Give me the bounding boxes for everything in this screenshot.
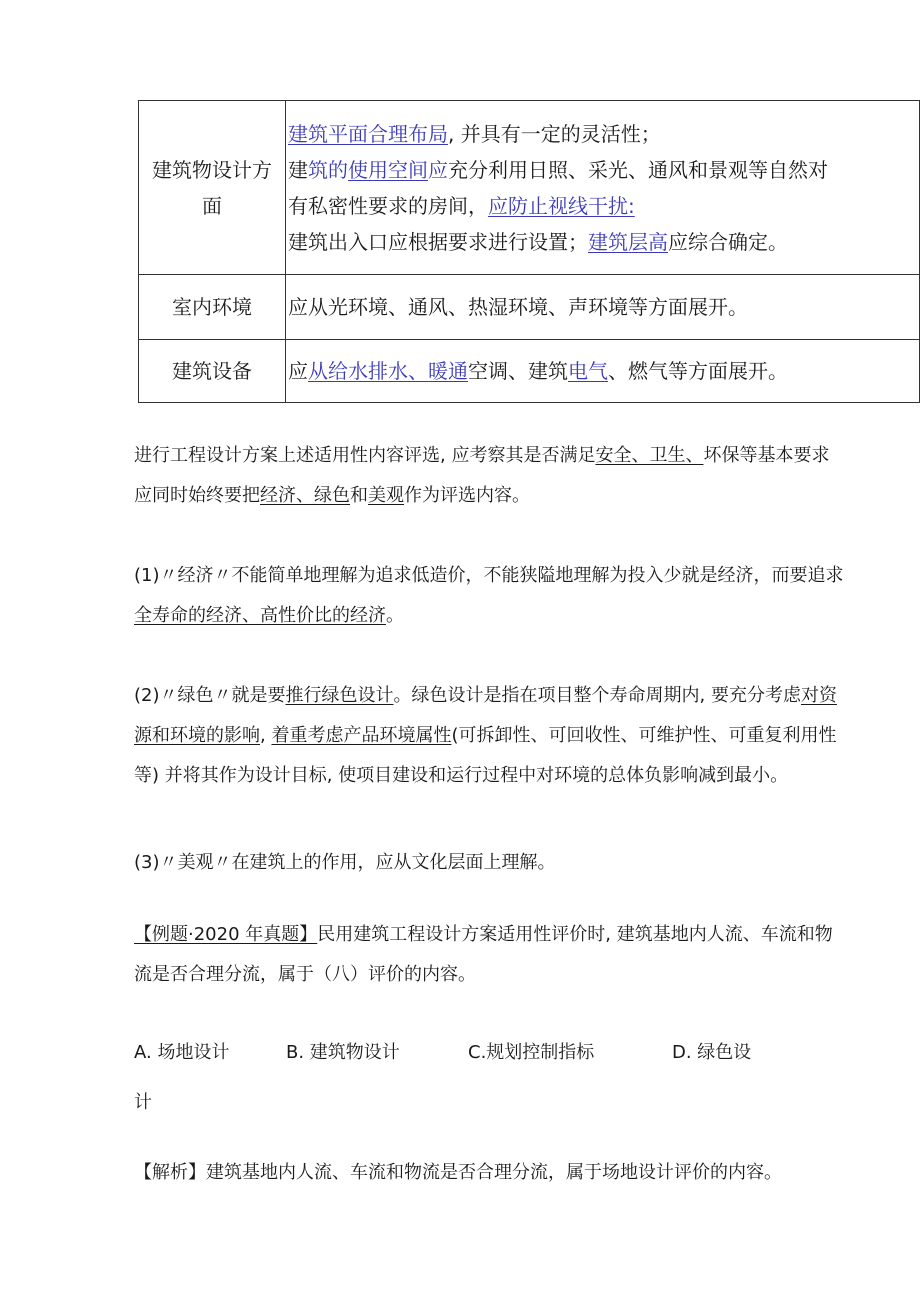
text-line bbox=[288, 224, 919, 260]
text-segment: 【解析】建筑基地内人流、车流和物流是否合理分流，属于场地设计评价的内容。 bbox=[134, 1162, 782, 1183]
text-segment: (2)〃绿色〃就是要 bbox=[134, 685, 286, 706]
text-segment: 民用建筑工程设计方案适用性评价时, 建筑基地内人流、车流和物 bbox=[317, 924, 833, 945]
text-segment: 。 bbox=[386, 605, 404, 626]
text-segment: 筑的 bbox=[308, 157, 348, 182]
text-segment: 推行绿色设计 bbox=[285, 685, 394, 706]
text-segment: 作为评选内容。 bbox=[404, 485, 530, 506]
text-segment: 经济、绿色 bbox=[260, 485, 350, 506]
text-segment: 计 bbox=[134, 1092, 152, 1113]
text-segment: 安全、卫生、 bbox=[595, 445, 704, 466]
text-line bbox=[134, 915, 833, 955]
text-segment: 应综合确定。 bbox=[668, 229, 788, 254]
text-segment: , bbox=[260, 725, 272, 746]
option-a: A. 场地设计 bbox=[134, 1042, 230, 1063]
text-segment: 进行工程设计方案上述适用性内容评选, 应考察其是否满足 bbox=[134, 445, 596, 466]
text-segment: 从给水排水、 bbox=[308, 359, 428, 383]
text-line bbox=[134, 1083, 152, 1123]
text-segment: 建筑出入口应根据要求进行设置； bbox=[288, 229, 588, 254]
text-segment: 建 bbox=[288, 157, 308, 182]
option-d: D. 绿色设 bbox=[672, 1042, 752, 1063]
table-category-cell bbox=[139, 340, 286, 403]
text-segment: 【例题·2020 年真题】 bbox=[134, 924, 318, 945]
text-line bbox=[134, 596, 844, 636]
text-segment: 空调、建筑 bbox=[468, 359, 568, 383]
paragraph-green bbox=[134, 676, 837, 796]
option-d-continuation bbox=[134, 1083, 152, 1123]
text-segment: 坏保等基本要求 bbox=[703, 445, 830, 466]
text-segment: 应防止视线干扰: bbox=[488, 193, 635, 218]
example-question bbox=[134, 915, 833, 995]
text-line bbox=[288, 188, 919, 224]
text-segment: 。绿色设计是指在项目整个寿命周期内, 要充分考虑 bbox=[393, 685, 801, 706]
option-c: C.规划控制指标 bbox=[468, 1042, 595, 1063]
option-b: B. 建筑物设计 bbox=[286, 1042, 400, 1063]
text-segment: 等) 并将其作为设计目标, 使项目建设和运行过程中对环境的总体负影响减到最小。 bbox=[134, 765, 789, 786]
text-segment: 源和环境的影响 bbox=[134, 725, 260, 746]
text-line bbox=[134, 476, 829, 516]
text-segment: 应从光环境、通风、热湿环境、声环境等方面展开。 bbox=[288, 295, 748, 319]
paragraph-aesthetics bbox=[134, 843, 556, 883]
category-line: 室内环境 bbox=[172, 295, 252, 319]
category-line: 建筑设备 bbox=[172, 359, 252, 383]
design-content-table bbox=[138, 100, 920, 403]
text-line bbox=[134, 1153, 782, 1193]
text-line bbox=[134, 955, 833, 995]
paragraph-evaluation-intro bbox=[134, 436, 829, 516]
text-line bbox=[134, 676, 837, 716]
text-line bbox=[288, 353, 919, 389]
text-segment: 暖通 bbox=[428, 359, 468, 383]
text-segment: 着重考虑产品环境属性 bbox=[271, 725, 452, 746]
text-line bbox=[134, 556, 844, 596]
answer-analysis bbox=[134, 1153, 782, 1193]
table-row bbox=[139, 340, 920, 403]
text-line bbox=[288, 152, 919, 188]
text-segment: 美观 bbox=[368, 485, 404, 506]
text-line bbox=[134, 436, 829, 476]
table-category-cell bbox=[139, 101, 286, 275]
text-line bbox=[288, 289, 919, 325]
text-line bbox=[288, 116, 919, 152]
text-segment: 使用空间 bbox=[348, 157, 428, 182]
text-line bbox=[134, 716, 837, 756]
text-segment: 建筑平面合理布局 bbox=[288, 121, 448, 146]
table-content-cell bbox=[286, 340, 920, 403]
paragraph-economy bbox=[134, 556, 844, 636]
text-segment: 应同时始终要把 bbox=[134, 485, 260, 506]
text-segment: 、燃气等方面展开。 bbox=[608, 359, 788, 383]
text-segment: 应 bbox=[428, 157, 448, 182]
text-segment: (1)〃经济〃不能简单地理解为追求低造价，不能狭隘地理解为投入少就是经济，而要追求 bbox=[134, 565, 844, 586]
text-segment: 有私密性要求的房间， bbox=[288, 193, 488, 218]
text-segment: 和 bbox=[350, 485, 368, 506]
table-content-cell bbox=[286, 101, 920, 275]
table-content-cell bbox=[286, 275, 920, 340]
text-segment: 建筑层高 bbox=[588, 229, 668, 254]
text-line bbox=[134, 756, 837, 796]
text-segment: 电气 bbox=[568, 359, 608, 383]
text-segment: 应 bbox=[288, 359, 308, 383]
text-line bbox=[134, 843, 556, 883]
text-segment: 对资 bbox=[800, 685, 837, 706]
text-segment: , 并具有一定的灵活性； bbox=[448, 121, 661, 146]
table-row bbox=[139, 275, 920, 340]
table-category-cell bbox=[139, 275, 286, 340]
table-row bbox=[139, 101, 920, 275]
category-line: 面 bbox=[202, 193, 222, 218]
text-segment: (可拆卸性、可回收性、可维护性、可重复利用性 bbox=[451, 725, 837, 746]
text-segment: 充分利用日照、采光、通风和景观等自然对 bbox=[448, 157, 828, 182]
text-segment: 全寿命的经济、高性价比的经济 bbox=[134, 605, 386, 626]
text-segment: 流是否合理分流，属于（八）评价的内容。 bbox=[134, 964, 476, 985]
category-line: 建筑物设计方 bbox=[152, 157, 272, 182]
text-segment: (3)〃美观〃在建筑上的作用，应从文化层面上理解。 bbox=[134, 852, 556, 873]
